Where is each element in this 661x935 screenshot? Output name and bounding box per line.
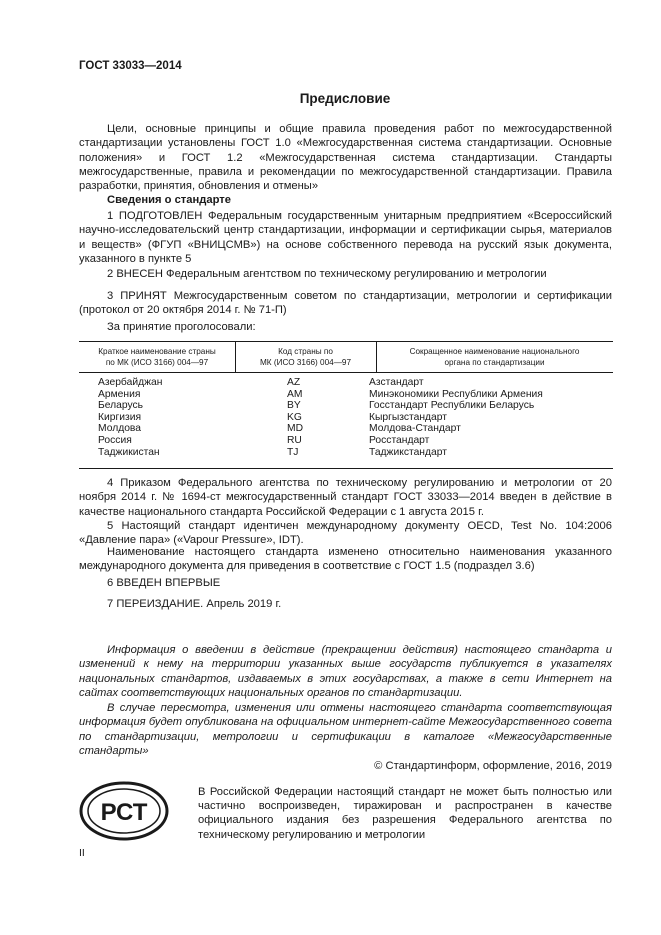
item-6: 6 ВВЕДЕН ВПЕРВЫЕ xyxy=(107,577,221,589)
item-7: 7 ПЕРЕИЗДАНИЕ. Апрель 2019 г. xyxy=(107,598,282,610)
table-top-rule xyxy=(79,341,613,342)
item-1: 1 ПОДГОТОВЛЕН Федеральным государственным унитарным предприятием «Всероссийский научно-исследовательский центр стандартизации, информации и сертификации сырья, материалов и веществ» (ФГУП «ВНИЦСМВ») на основе собственного перевода на русский язык документа, указанного в пункте 5 xyxy=(79,210,612,265)
page-title: Предисловие xyxy=(299,91,391,106)
seal-text: РСТ xyxy=(100,799,148,826)
rf-notice: В Российской Федерации настоящий стандарт не может быть полностью или частично воспроизведен, тиражирован и распространен в качестве официального издания без разрешения Федерального агентства по техническому регулированию и метрологии xyxy=(198,786,612,841)
body-cell: Азстандарт xyxy=(369,377,424,388)
header-code xyxy=(235,346,376,368)
code-cell: AM xyxy=(287,388,303,400)
country-cell: Армения xyxy=(98,388,141,400)
code-cell: KG xyxy=(287,411,302,423)
code-column xyxy=(287,377,303,458)
code-cell: TJ xyxy=(287,446,299,458)
body-cell: Кыргызстандарт xyxy=(369,411,448,423)
country-cell: Беларусь xyxy=(98,400,144,412)
header-country xyxy=(79,346,235,368)
header-code-line1: Код страны по xyxy=(278,347,333,356)
body-cell: Минэкономики Республики Армения xyxy=(369,388,543,400)
page-number: II xyxy=(79,847,85,859)
code-cell: RU xyxy=(287,434,302,446)
country-cell: Молдова xyxy=(98,423,142,435)
header-body xyxy=(376,346,613,368)
header-body-line1: Сокращенное наименование национального xyxy=(409,347,580,356)
rst-seal-logo xyxy=(79,781,169,841)
item-3: 3 ПРИНЯТ Межгосударственным советом по стандартизации, метрологии и сертификации (протокол от 20 октября 2014 г. № 71-П) xyxy=(79,290,612,317)
body-cell: Таджикстандарт xyxy=(369,446,447,458)
code-cell: BY xyxy=(287,400,301,412)
info-heading: Сведения о стандарте xyxy=(107,194,231,206)
table-header-rule xyxy=(79,372,613,373)
code-cell: AZ xyxy=(287,377,301,388)
item-4: 4 Приказом Федерального агентства по техническому регулированию и метрологии от 20 ноября 2014 г. № 1694-ст межгосударственный стандарт ГОСТ 33033—2014 введен в действие в качестве национального стандарта Российской Федерации с 1 августа 2015 г. xyxy=(79,477,612,518)
document-header: ГОСТ 33033—2014 xyxy=(79,60,182,72)
body-cell: Госстандарт Республики Беларусь xyxy=(369,400,535,412)
body-cell: Молдова-Стандарт xyxy=(369,423,461,435)
country-cell: Азербайджан xyxy=(98,377,163,388)
header-country-line1: Краткое наименование страны xyxy=(98,347,216,356)
header-body-line2: органа по стандартизации xyxy=(444,358,545,367)
notice-paragraph-2: В случае пересмотра, изменения или отмены настоящего стандарта соответствующая информация будет опубликована на официальном интернет-сайте Межгосударственного совета по стандартизации, метрологии и сертификации в каталоге «Межгосударственные стандарты» xyxy=(79,702,612,757)
copyright: © Стандартинформ, оформление, 2016, 2019 xyxy=(374,760,612,772)
notice-paragraph-1: Информация о введении в действие (прекращении действия) настоящего стандарта и изменений к нему на территории указанных выше государств публикуется в указателях национальных стандартов, издаваемых в этих государствах, а также в сети Интернет на сайтах соответствующих национальных органов по стандартизации. xyxy=(79,644,612,699)
table-bottom-rule xyxy=(79,468,613,469)
body-cell: Росстандарт xyxy=(369,434,430,446)
vote-label: За принятие проголосовали: xyxy=(107,321,256,333)
country-cell: Киргизия xyxy=(98,411,142,423)
country-cell: Россия xyxy=(98,434,132,446)
header-country-line2: по МК (ИСО 3166) 004—97 xyxy=(105,358,209,367)
country-cell: Таджикистан xyxy=(98,446,160,458)
item-5-note: Наименование настоящего стандарта изменено относительно наименования указанного международного документа для приведения в соответствие с ГОСТ 1.5 (подраздел 3.6) xyxy=(79,546,612,573)
voting-table xyxy=(79,341,613,468)
item-2: 2 ВНЕСЕН Федеральным агентством по техническому регулированию и метрологии xyxy=(107,268,547,280)
code-cell: MD xyxy=(287,423,304,435)
country-column xyxy=(98,377,162,458)
body-column xyxy=(369,377,543,458)
intro-paragraph: Цели, основные принципы и общие правила проведения работ по межгосударственной стандартизации установлены ГОСТ 1.0 «Межгосударственная система стандартизации. Основные положения» и ГОСТ 1.2 «Межгосударственная система стандартизации. Стандарты межгосударственные, правила и рекомендации по межгосударственной стандартизации. Правила разработки, принятия, обновления и отмены» xyxy=(79,123,612,193)
item-5: 5 Настоящий стандарт идентичен международному документу OECD, Test No. 104:2006 «Давление пара» («Vapour Pressure», IDT). xyxy=(79,520,612,547)
header-code-line2: МК (ИСО 3166) 004—97 xyxy=(259,358,352,367)
